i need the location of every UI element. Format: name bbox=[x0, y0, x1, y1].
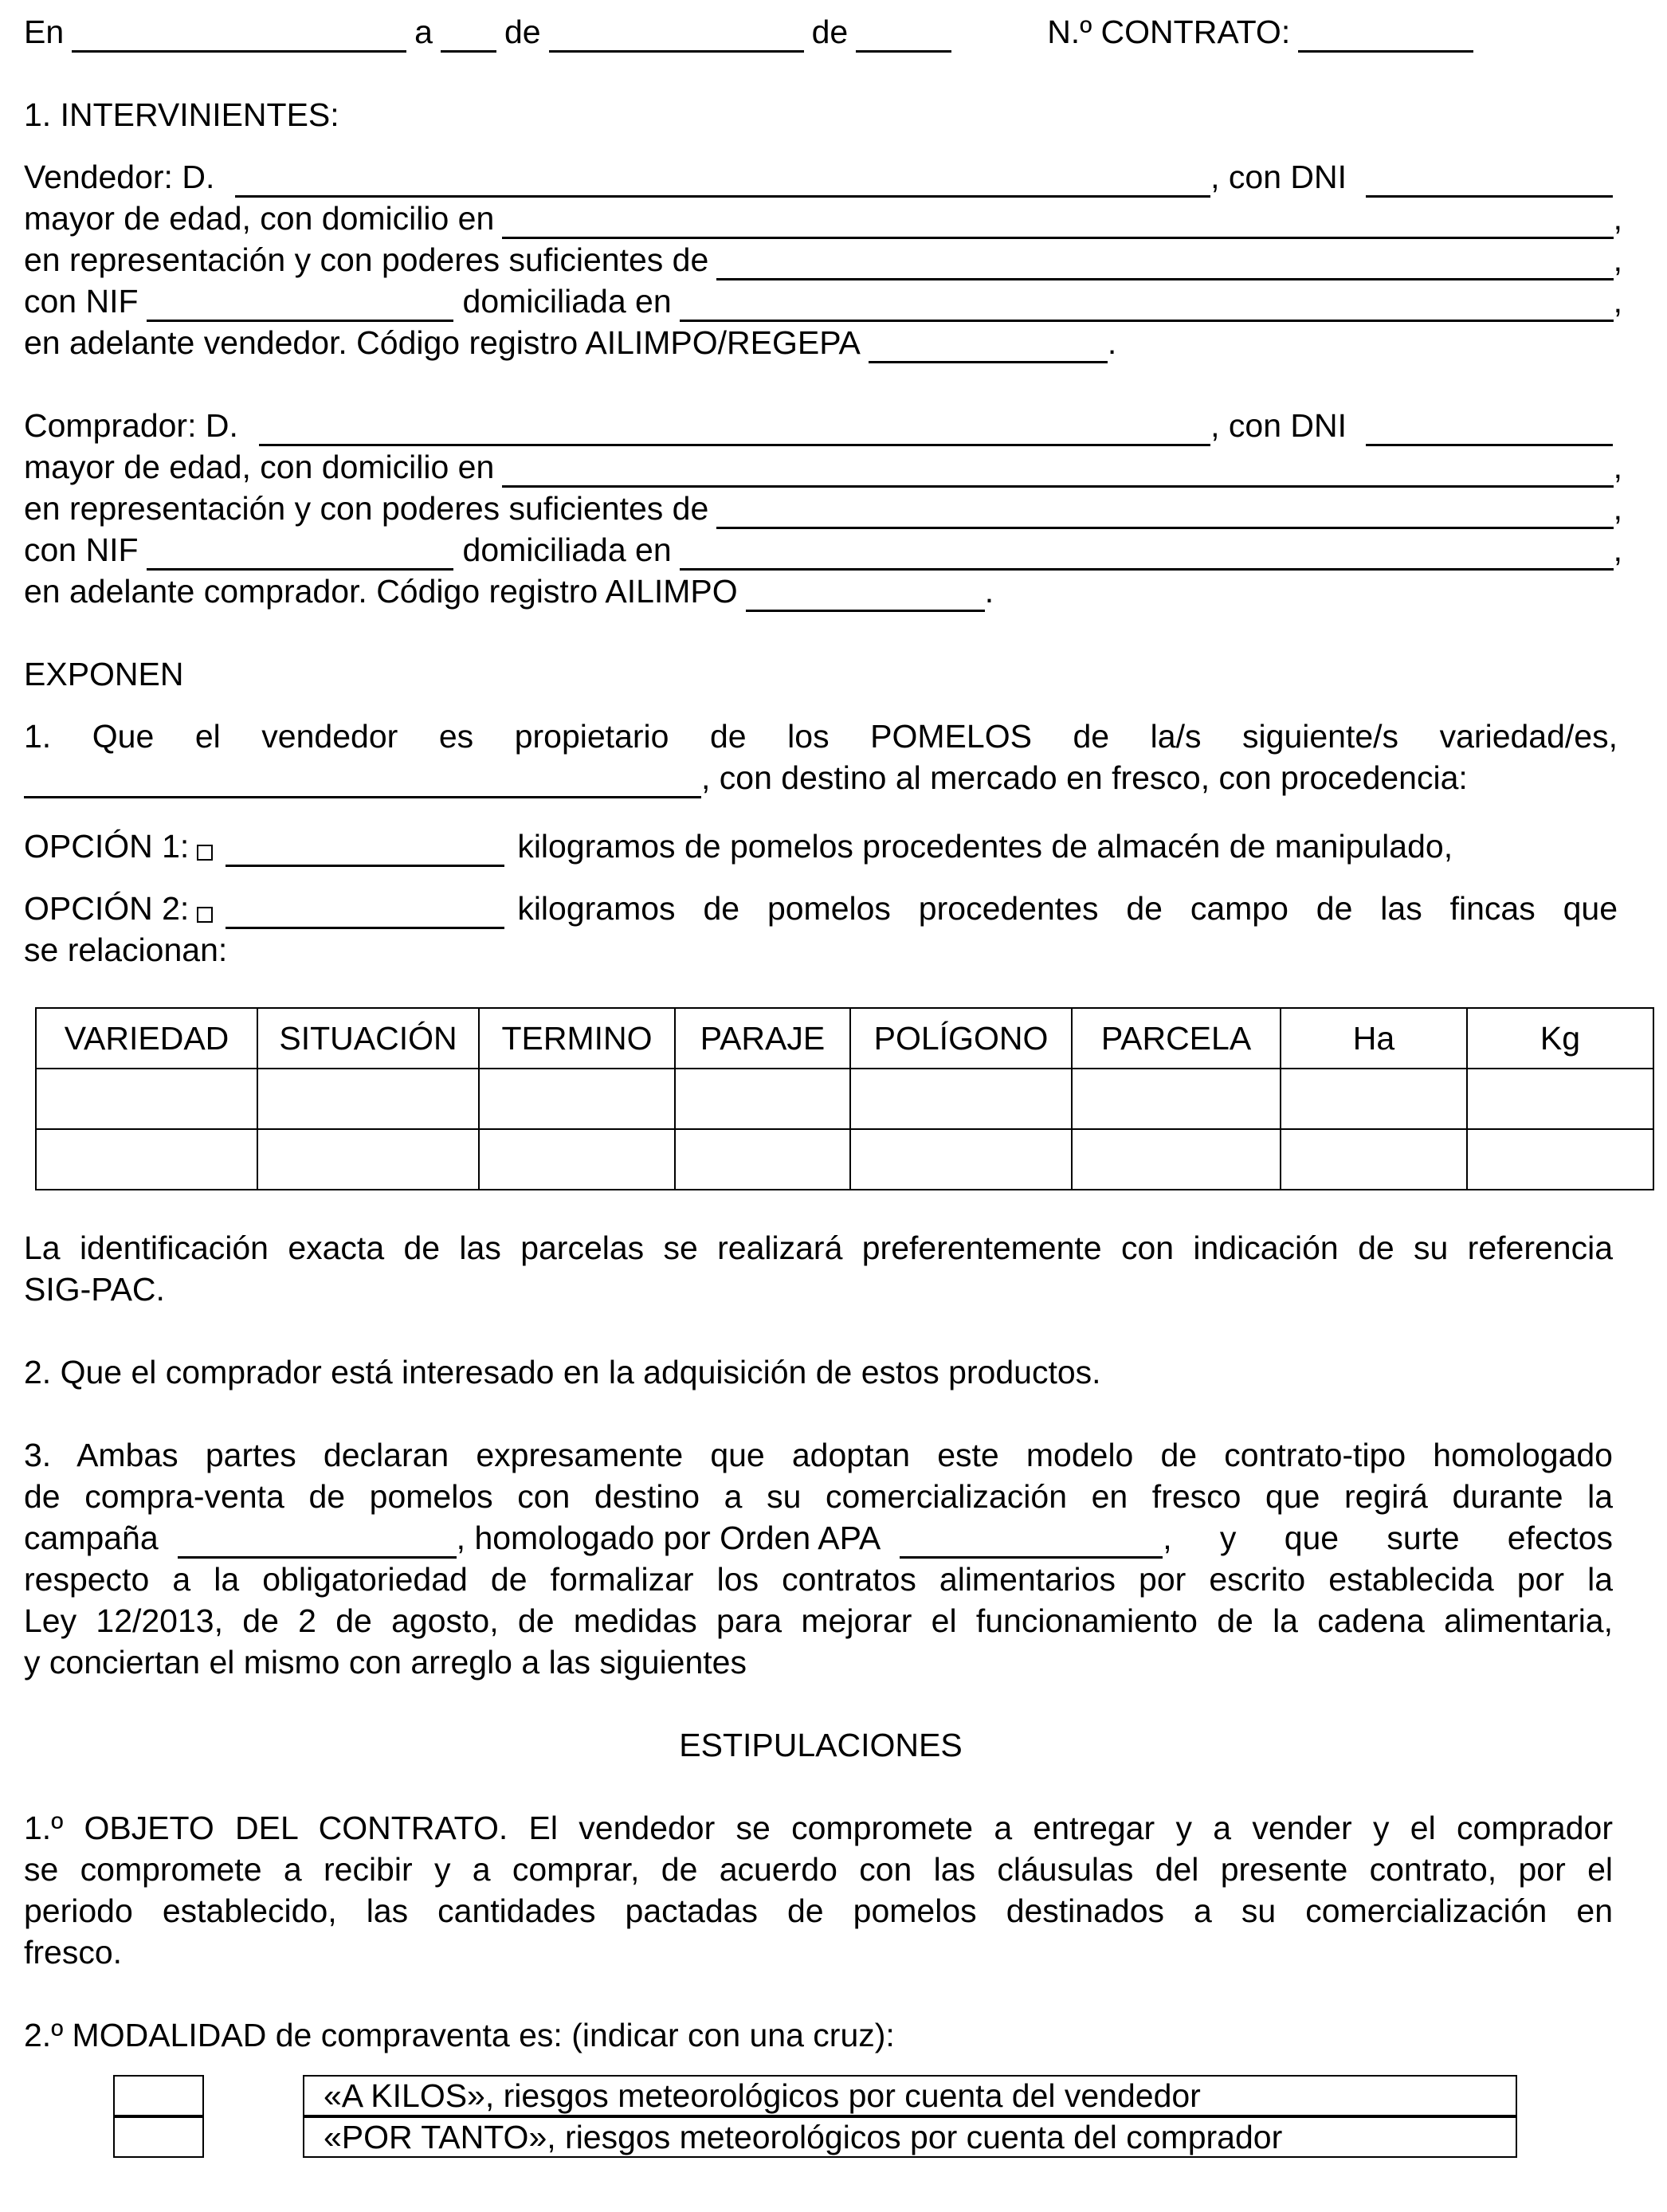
vendedor-representacion-field[interactable] bbox=[716, 246, 1613, 280]
opcion-1-checkbox[interactable] bbox=[197, 845, 213, 861]
comprador-block: Comprador: D. , con DNI mayor de edad, con domicilio en , en representación y con poderes suficientes de , con NIF domiciliada en , en adelante comprador. Código registro AILIMPO . bbox=[24, 405, 1618, 612]
table-header-cell: Ha bbox=[1281, 1008, 1467, 1069]
vendedor-domiciliada-field[interactable] bbox=[680, 288, 1614, 322]
header-de-2: de bbox=[811, 14, 849, 50]
comprador-label: Comprador: D. bbox=[24, 407, 238, 444]
comprador-con-dni: , con DNI bbox=[1210, 407, 1347, 444]
table-row bbox=[36, 1069, 1653, 1129]
modalidad-options bbox=[24, 2075, 1618, 2163]
comprador-dni-field[interactable] bbox=[1366, 412, 1613, 446]
opcion-1-line bbox=[24, 826, 1618, 867]
opcion-2-line bbox=[24, 888, 1618, 929]
comprador-representacion-field[interactable] bbox=[716, 495, 1613, 529]
sigpac-line1: La identificación exacta de las parcelas se realizará preferentemente con indicación de su referencia bbox=[24, 1230, 1613, 1266]
opcion-1-label: OPCIÓN 1: bbox=[24, 828, 190, 865]
variedades-field[interactable] bbox=[24, 764, 701, 798]
intervinientes-title: 1. INTERVINIENTES: bbox=[24, 96, 339, 133]
vendedor-name-field[interactable] bbox=[235, 163, 1210, 198]
contract-number-field[interactable] bbox=[1298, 18, 1473, 53]
table-cell[interactable] bbox=[479, 1069, 675, 1129]
table-cell[interactable] bbox=[1467, 1129, 1653, 1190]
opcion-2-text: kilogramos de pomelos procedentes de campo de las fincas que bbox=[517, 890, 1618, 927]
table-row bbox=[36, 1129, 1653, 1190]
table-cell[interactable] bbox=[1467, 1069, 1653, 1129]
table-header-cell: TERMINO bbox=[479, 1008, 675, 1069]
place-field[interactable] bbox=[72, 18, 406, 53]
exponen-p3-line2: de compra-venta de pomelos con destino a su comercialización en fresco que regirá durante la bbox=[24, 1478, 1613, 1515]
orden-apa-field[interactable] bbox=[900, 1524, 1163, 1559]
comprador-adelante-label: en adelante comprador. Código registro AILIMPO bbox=[24, 573, 738, 610]
table-cell[interactable] bbox=[479, 1129, 675, 1190]
table-cell[interactable] bbox=[675, 1129, 850, 1190]
vendedor-domicilio-field[interactable] bbox=[502, 205, 1613, 239]
vendedor-nif-label: con NIF bbox=[24, 283, 139, 320]
contract-number-label: N.º CONTRATO: bbox=[1047, 14, 1291, 50]
parcelas-table bbox=[35, 1007, 1654, 1190]
table-cell[interactable] bbox=[1281, 1129, 1467, 1190]
header-line bbox=[24, 11, 1618, 53]
table-cell[interactable] bbox=[1072, 1129, 1281, 1190]
vendedor-label: Vendedor: D. bbox=[24, 159, 215, 195]
exponen-p3-line3b: , homologado por Orden APA bbox=[456, 1520, 881, 1556]
table-header-cell: VARIEDAD bbox=[36, 1008, 257, 1069]
opcion-2-cont: se relacionan: bbox=[24, 931, 228, 968]
estipulacion-2: 2.º MODALIDAD de compraventa es: (indicar con una cruz): bbox=[24, 2017, 895, 2053]
exponen-p1-line2: , con destino al mercado en fresco, con procedencia: bbox=[701, 759, 1468, 796]
vendedor-dni-field[interactable] bbox=[1366, 163, 1613, 198]
exponen-p3-line6: y conciertan el mismo con arreglo a las siguientes bbox=[24, 1644, 747, 1681]
table-cell[interactable] bbox=[1281, 1069, 1467, 1129]
comprador-domiciliada-label: domiciliada en bbox=[462, 531, 672, 568]
table-cell[interactable] bbox=[850, 1129, 1072, 1190]
exponen-p3-line4: respecto a la obligatoriedad de formalizar los contratos alimentarios por escrito establecida por la bbox=[24, 1561, 1613, 1598]
header-a: a bbox=[414, 14, 433, 50]
vendedor-representacion-label: en representación y con poderes suficientes de bbox=[24, 241, 709, 278]
vendedor-nif-field[interactable] bbox=[147, 288, 453, 322]
table-cell[interactable] bbox=[257, 1069, 479, 1129]
modalidad-b-label: «POR TANTO», riesgos meteorológicos por cuenta del comprador bbox=[303, 2116, 1517, 2158]
year-field[interactable] bbox=[856, 18, 951, 53]
vendedor-domiciliada-label: domiciliada en bbox=[462, 283, 672, 320]
opcion-1-kg-field[interactable] bbox=[226, 833, 504, 867]
exponen-p3-line5: Ley 12/2013, de 2 de agosto, de medidas para mejorar el funcionamiento de la cadena alimentaria, bbox=[24, 1602, 1613, 1639]
exponen-p1-line1: 1. Que el vendedor es propietario de los POMELOS de la/s siguiente/s variedad/es, bbox=[24, 718, 1618, 755]
comprador-domicilio-label: mayor de edad, con domicilio en bbox=[24, 449, 495, 485]
estipulacion-1-line4: fresco. bbox=[24, 1934, 123, 1971]
header-en: En bbox=[24, 14, 65, 50]
table-header-cell: PARCELA bbox=[1072, 1008, 1281, 1069]
estipulacion-1-line2: se compromete a recibir y a comprar, de acuerdo con las cláusulas del presente contrato, por el bbox=[24, 1851, 1613, 1888]
opcion-2-kg-field[interactable] bbox=[226, 895, 504, 929]
table-header-cell: POLÍGONO bbox=[850, 1008, 1072, 1069]
modalidad-a-label: «A KILOS», riesgos meteorológicos por cuenta del vendedor bbox=[303, 2075, 1517, 2116]
estipulaciones-title: ESTIPULACIONES bbox=[679, 1727, 963, 1763]
comprador-name-field[interactable] bbox=[259, 412, 1210, 446]
vendedor-domicilio-label: mayor de edad, con domicilio en bbox=[24, 200, 495, 237]
opcion-2-checkbox[interactable] bbox=[197, 907, 213, 923]
comprador-representacion-label: en representación y con poderes suficientes de bbox=[24, 490, 709, 527]
exponen-title: EXPONEN bbox=[24, 656, 184, 692]
campana-field[interactable] bbox=[178, 1524, 457, 1559]
table-cell[interactable] bbox=[36, 1069, 257, 1129]
modalidad-a-checkbox[interactable] bbox=[113, 2075, 204, 2116]
table-header-row bbox=[36, 1008, 1653, 1069]
sigpac-line2: SIG-PAC. bbox=[24, 1271, 165, 1308]
vendedor-block: Vendedor: D. , con DNI mayor de edad, con domicilio en , en representación y con poderes suficientes de , con NIF domiciliada en , en adelante vendedor. Código registro AILIMPO/REGEPA . bbox=[24, 156, 1618, 363]
comprador-domicilio-field[interactable] bbox=[502, 453, 1613, 488]
exponen-p3-line3c: , y que surte efectos bbox=[1163, 1520, 1613, 1556]
contract-page bbox=[24, 11, 1622, 2163]
estipulacion-1-line3: periodo establecido, las cantidades pactadas de pomelos destinados a su comercialización en bbox=[24, 1892, 1613, 1929]
comprador-nif-field[interactable] bbox=[147, 536, 453, 571]
estipulacion-1-line1: 1.º OBJETO DEL CONTRATO. El vendedor se compromete a entregar y a vender y el comprador bbox=[24, 1810, 1613, 1846]
vendedor-con-dni: , con DNI bbox=[1210, 159, 1347, 195]
exponen-p3-line3a: campaña bbox=[24, 1520, 159, 1556]
exponen-p3-line1: 3. Ambas partes declaran expresamente que adoptan este modelo de contrato-tipo homologado bbox=[24, 1437, 1613, 1473]
header-de-1: de bbox=[504, 14, 541, 50]
table-cell[interactable] bbox=[1072, 1069, 1281, 1129]
comprador-domiciliada-field[interactable] bbox=[680, 536, 1614, 571]
table-cell[interactable] bbox=[257, 1129, 479, 1190]
comprador-nif-label: con NIF bbox=[24, 531, 139, 568]
table-cell[interactable] bbox=[36, 1129, 257, 1190]
vendedor-adelante-label: en adelante vendedor. Código registro AILIMPO/REGEPA bbox=[24, 324, 861, 361]
table-cell[interactable] bbox=[850, 1069, 1072, 1129]
opcion-1-text: kilogramos de pomelos procedentes de almacén de manipulado, bbox=[517, 828, 1453, 865]
day-field[interactable] bbox=[441, 18, 496, 53]
vendedor-registro-field[interactable] bbox=[869, 329, 1108, 363]
opcion-2-label: OPCIÓN 2: bbox=[24, 890, 190, 927]
comprador-registro-field[interactable] bbox=[746, 578, 985, 612]
table-header-cell: PARAJE bbox=[675, 1008, 850, 1069]
modalidad-b-checkbox[interactable] bbox=[113, 2116, 204, 2158]
table-header-cell: Kg bbox=[1467, 1008, 1653, 1069]
month-field[interactable] bbox=[549, 18, 804, 53]
table-header-cell: SITUACIÓN bbox=[257, 1008, 479, 1069]
table-cell[interactable] bbox=[675, 1069, 850, 1129]
exponen-p2: 2. Que el comprador está interesado en la adquisición de estos productos. bbox=[24, 1354, 1101, 1390]
